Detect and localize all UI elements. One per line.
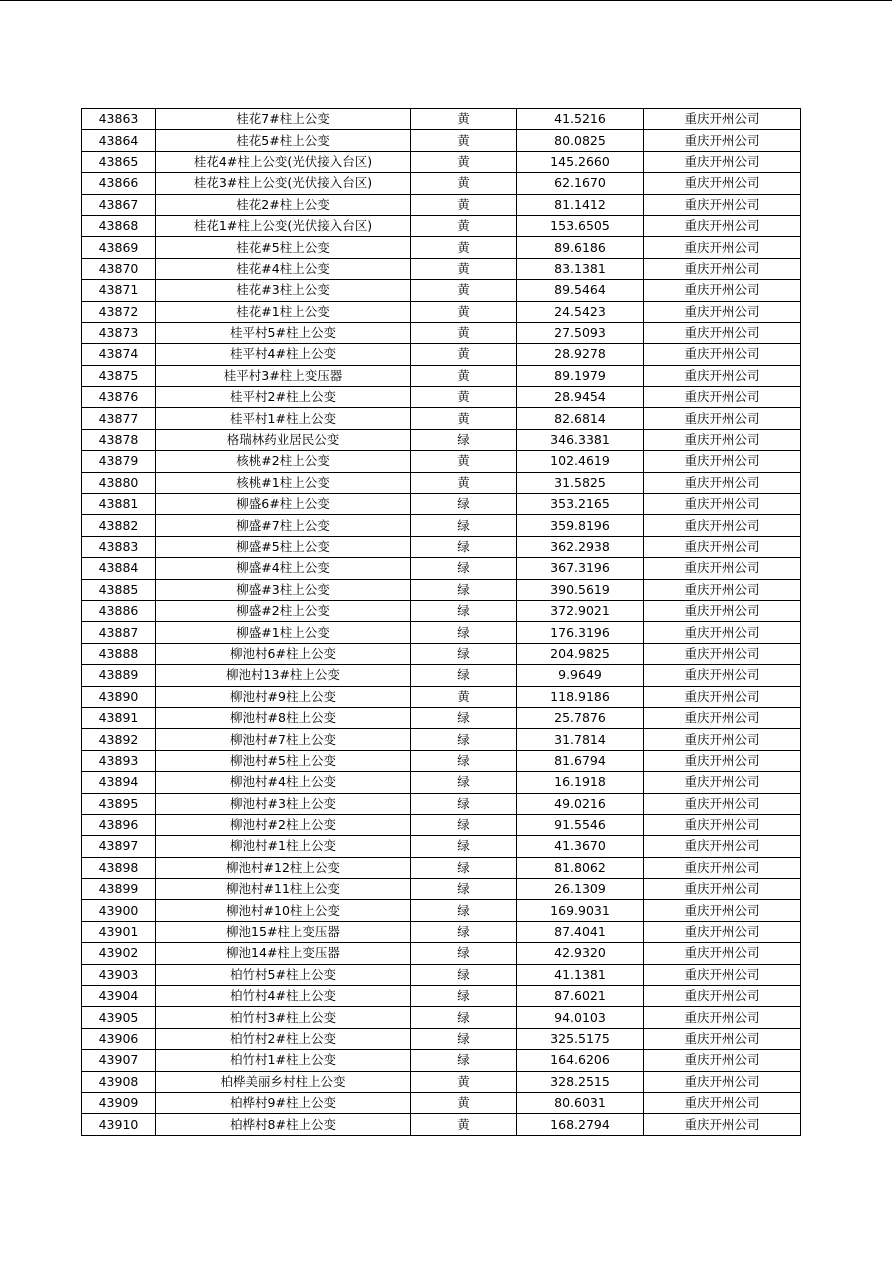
table-row (82, 750, 801, 771)
row-id-cell: 43868 (82, 215, 156, 236)
company-cell: 重庆开州公司 (644, 964, 801, 985)
company-cell: 重庆开州公司 (644, 707, 801, 728)
company-cell: 重庆开州公司 (644, 408, 801, 429)
table-row (82, 130, 801, 151)
table-row (82, 387, 801, 408)
row-id-cell: 43884 (82, 558, 156, 579)
status-level-cell: 黄 (411, 258, 517, 279)
transformer-table (81, 108, 801, 1136)
transformer-name-cell: 桂平村3#柱上变压器 (156, 365, 411, 386)
row-id-cell: 43898 (82, 857, 156, 878)
status-level-cell: 绿 (411, 600, 517, 621)
row-id-cell: 43900 (82, 900, 156, 921)
status-level-cell: 绿 (411, 579, 517, 600)
capacity-value-cell: 153.6505 (517, 215, 644, 236)
capacity-value-cell: 346.3381 (517, 429, 644, 450)
status-level-cell: 绿 (411, 729, 517, 750)
company-cell: 重庆开州公司 (644, 1092, 801, 1113)
status-level-cell: 绿 (411, 707, 517, 728)
row-id-cell: 43888 (82, 643, 156, 664)
transformer-name-cell: 格瑞林药业居民公变 (156, 429, 411, 450)
status-level-cell: 绿 (411, 429, 517, 450)
capacity-value-cell: 62.1670 (517, 173, 644, 194)
table-row (82, 194, 801, 215)
table-row (82, 558, 801, 579)
transformer-name-cell: 桂花#3柱上公变 (156, 280, 411, 301)
capacity-value-cell: 26.1309 (517, 879, 644, 900)
table-row (82, 793, 801, 814)
capacity-value-cell: 362.2938 (517, 536, 644, 557)
table-row (82, 472, 801, 493)
table-row (82, 857, 801, 878)
row-id-cell: 43885 (82, 579, 156, 600)
transformer-name-cell: 柳盛#4柱上公变 (156, 558, 411, 579)
status-level-cell: 黄 (411, 109, 517, 130)
company-cell: 重庆开州公司 (644, 643, 801, 664)
capacity-value-cell: 24.5423 (517, 301, 644, 322)
company-cell: 重庆开州公司 (644, 600, 801, 621)
status-level-cell: 黄 (411, 194, 517, 215)
company-cell: 重庆开州公司 (644, 1028, 801, 1049)
capacity-value-cell: 390.5619 (517, 579, 644, 600)
transformer-name-cell: 桂平村5#柱上公变 (156, 322, 411, 343)
row-id-cell: 43879 (82, 451, 156, 472)
capacity-value-cell: 367.3196 (517, 558, 644, 579)
capacity-value-cell: 80.6031 (517, 1092, 644, 1113)
capacity-value-cell: 49.0216 (517, 793, 644, 814)
company-cell: 重庆开州公司 (644, 986, 801, 1007)
row-id-cell: 43877 (82, 408, 156, 429)
row-id-cell: 43904 (82, 986, 156, 1007)
status-level-cell: 绿 (411, 665, 517, 686)
capacity-value-cell: 325.5175 (517, 1028, 644, 1049)
capacity-value-cell: 81.6794 (517, 750, 644, 771)
table-row (82, 814, 801, 835)
transformer-name-cell: 桂花3#柱上公变(光伏接入台区) (156, 173, 411, 194)
row-id-cell: 43894 (82, 772, 156, 793)
transformer-name-cell: 柳池村#2柱上公变 (156, 814, 411, 835)
status-level-cell: 绿 (411, 793, 517, 814)
row-id-cell: 43895 (82, 793, 156, 814)
table-row (82, 109, 801, 130)
transformer-name-cell: 桂花#5柱上公变 (156, 237, 411, 258)
transformer-name-cell: 柳盛#1柱上公变 (156, 622, 411, 643)
row-id-cell: 43909 (82, 1092, 156, 1113)
status-level-cell: 绿 (411, 964, 517, 985)
page-top-border (0, 0, 892, 1)
row-id-cell: 43908 (82, 1071, 156, 1092)
status-level-cell: 绿 (411, 772, 517, 793)
capacity-value-cell: 27.5093 (517, 322, 644, 343)
table-row (82, 879, 801, 900)
company-cell: 重庆开州公司 (644, 536, 801, 557)
capacity-value-cell: 80.0825 (517, 130, 644, 151)
table-row (82, 237, 801, 258)
transformer-name-cell: 柳池村#9柱上公变 (156, 686, 411, 707)
company-cell: 重庆开州公司 (644, 943, 801, 964)
status-level-cell: 绿 (411, 921, 517, 942)
company-cell: 重庆开州公司 (644, 194, 801, 215)
row-id-cell: 43899 (82, 879, 156, 900)
status-level-cell: 绿 (411, 536, 517, 557)
status-level-cell: 黄 (411, 215, 517, 236)
capacity-value-cell: 41.3670 (517, 836, 644, 857)
transformer-name-cell: 柳池村#12柱上公变 (156, 857, 411, 878)
transformer-name-cell: 柳盛#7柱上公变 (156, 515, 411, 536)
table-row (82, 215, 801, 236)
row-id-cell: 43905 (82, 1007, 156, 1028)
table-row (82, 1071, 801, 1092)
company-cell: 重庆开州公司 (644, 301, 801, 322)
transformer-name-cell: 柏桦美丽乡村柱上公变 (156, 1071, 411, 1092)
row-id-cell: 43875 (82, 365, 156, 386)
company-cell: 重庆开州公司 (644, 109, 801, 130)
status-level-cell: 黄 (411, 151, 517, 172)
status-level-cell: 黄 (411, 173, 517, 194)
capacity-value-cell: 83.1381 (517, 258, 644, 279)
row-id-cell: 43878 (82, 429, 156, 450)
table-row (82, 301, 801, 322)
company-cell: 重庆开州公司 (644, 215, 801, 236)
capacity-value-cell: 91.5546 (517, 814, 644, 835)
transformer-name-cell: 柳盛#2柱上公变 (156, 600, 411, 621)
transformer-name-cell: 柳池村13#柱上公变 (156, 665, 411, 686)
table-row (82, 643, 801, 664)
company-cell: 重庆开州公司 (644, 1071, 801, 1092)
transformer-name-cell: 柳盛#3柱上公变 (156, 579, 411, 600)
row-id-cell: 43867 (82, 194, 156, 215)
company-cell: 重庆开州公司 (644, 515, 801, 536)
row-id-cell: 43902 (82, 943, 156, 964)
capacity-value-cell: 82.6814 (517, 408, 644, 429)
capacity-value-cell: 353.2165 (517, 494, 644, 515)
company-cell: 重庆开州公司 (644, 1050, 801, 1071)
capacity-value-cell: 41.1381 (517, 964, 644, 985)
company-cell: 重庆开州公司 (644, 365, 801, 386)
table-row (82, 258, 801, 279)
capacity-value-cell: 25.7876 (517, 707, 644, 728)
row-id-cell: 43866 (82, 173, 156, 194)
company-cell: 重庆开州公司 (644, 258, 801, 279)
row-id-cell: 43896 (82, 814, 156, 835)
capacity-value-cell: 9.9649 (517, 665, 644, 686)
table-row (82, 707, 801, 728)
transformer-name-cell: 柳池村#1柱上公变 (156, 836, 411, 857)
status-level-cell: 黄 (411, 451, 517, 472)
capacity-value-cell: 102.4619 (517, 451, 644, 472)
row-id-cell: 43897 (82, 836, 156, 857)
transformer-name-cell: 柏竹村4#柱上公变 (156, 986, 411, 1007)
row-id-cell: 43882 (82, 515, 156, 536)
table-row (82, 1092, 801, 1113)
transformer-name-cell: 柳池村#7柱上公变 (156, 729, 411, 750)
transformer-name-cell: 桂花5#柱上公变 (156, 130, 411, 151)
row-id-cell: 43887 (82, 622, 156, 643)
row-id-cell: 43889 (82, 665, 156, 686)
table-row (82, 494, 801, 515)
status-level-cell: 绿 (411, 643, 517, 664)
capacity-value-cell: 176.3196 (517, 622, 644, 643)
transformer-name-cell: 桂花4#柱上公变(光伏接入台区) (156, 151, 411, 172)
status-level-cell: 绿 (411, 750, 517, 771)
capacity-value-cell: 28.9454 (517, 387, 644, 408)
status-level-cell: 黄 (411, 472, 517, 493)
transformer-name-cell: 柏竹村2#柱上公变 (156, 1028, 411, 1049)
capacity-value-cell: 31.5825 (517, 472, 644, 493)
table-row (82, 772, 801, 793)
capacity-value-cell: 328.2515 (517, 1071, 644, 1092)
company-cell: 重庆开州公司 (644, 130, 801, 151)
company-cell: 重庆开州公司 (644, 921, 801, 942)
company-cell: 重庆开州公司 (644, 665, 801, 686)
table-row (82, 836, 801, 857)
row-id-cell: 43891 (82, 707, 156, 728)
table-row (82, 151, 801, 172)
transformer-name-cell: 柏竹村5#柱上公变 (156, 964, 411, 985)
table-row (82, 1050, 801, 1071)
row-id-cell: 43876 (82, 387, 156, 408)
row-id-cell: 43890 (82, 686, 156, 707)
company-cell: 重庆开州公司 (644, 429, 801, 450)
company-cell: 重庆开州公司 (644, 814, 801, 835)
table-row (82, 536, 801, 557)
table-row (82, 1028, 801, 1049)
table-row (82, 579, 801, 600)
row-id-cell: 43869 (82, 237, 156, 258)
company-cell: 重庆开州公司 (644, 237, 801, 258)
transformer-name-cell: 桂平村2#柱上公变 (156, 387, 411, 408)
transformer-name-cell: 桂花#4柱上公变 (156, 258, 411, 279)
status-level-cell: 黄 (411, 280, 517, 301)
transformer-name-cell: 桂花1#柱上公变(光伏接入台区) (156, 215, 411, 236)
capacity-value-cell: 89.5464 (517, 280, 644, 301)
company-cell: 重庆开州公司 (644, 1007, 801, 1028)
capacity-value-cell: 81.8062 (517, 857, 644, 878)
status-level-cell: 绿 (411, 1028, 517, 1049)
transformer-name-cell: 柳池14#柱上变压器 (156, 943, 411, 964)
row-id-cell: 43864 (82, 130, 156, 151)
capacity-value-cell: 164.6206 (517, 1050, 644, 1071)
status-level-cell: 绿 (411, 879, 517, 900)
row-id-cell: 43873 (82, 322, 156, 343)
status-level-cell: 黄 (411, 1092, 517, 1113)
table-row (82, 964, 801, 985)
table-row (82, 515, 801, 536)
row-id-cell: 43893 (82, 750, 156, 771)
row-id-cell: 43910 (82, 1114, 156, 1135)
transformer-name-cell: 柳盛#5柱上公变 (156, 536, 411, 557)
transformer-name-cell: 柏竹村1#柱上公变 (156, 1050, 411, 1071)
capacity-value-cell: 87.4041 (517, 921, 644, 942)
company-cell: 重庆开州公司 (644, 558, 801, 579)
table-row (82, 280, 801, 301)
status-level-cell: 黄 (411, 344, 517, 365)
table-row (82, 665, 801, 686)
status-level-cell: 绿 (411, 943, 517, 964)
status-level-cell: 绿 (411, 558, 517, 579)
status-level-cell: 黄 (411, 1114, 517, 1135)
table-row (82, 921, 801, 942)
status-level-cell: 黄 (411, 686, 517, 707)
status-level-cell: 绿 (411, 1007, 517, 1028)
capacity-value-cell: 41.5216 (517, 109, 644, 130)
capacity-value-cell: 28.9278 (517, 344, 644, 365)
table-row (82, 322, 801, 343)
company-cell: 重庆开州公司 (644, 857, 801, 878)
table-row (82, 600, 801, 621)
transformer-name-cell: 柳池15#柱上变压器 (156, 921, 411, 942)
transformer-name-cell: 柳盛6#柱上公变 (156, 494, 411, 515)
status-level-cell: 绿 (411, 986, 517, 1007)
status-level-cell: 绿 (411, 900, 517, 921)
table-row (82, 344, 801, 365)
row-id-cell: 43874 (82, 344, 156, 365)
table-row (82, 1114, 801, 1135)
transformer-name-cell: 核桃#2柱上公变 (156, 451, 411, 472)
table-row (82, 943, 801, 964)
company-cell: 重庆开州公司 (644, 579, 801, 600)
table-row (82, 686, 801, 707)
transformer-name-cell: 柳池村#8柱上公变 (156, 707, 411, 728)
table-row (82, 365, 801, 386)
company-cell: 重庆开州公司 (644, 451, 801, 472)
company-cell: 重庆开州公司 (644, 494, 801, 515)
capacity-value-cell: 31.7814 (517, 729, 644, 750)
company-cell: 重庆开州公司 (644, 836, 801, 857)
table-row (82, 1007, 801, 1028)
table-row (82, 173, 801, 194)
row-id-cell: 43863 (82, 109, 156, 130)
status-level-cell: 绿 (411, 1050, 517, 1071)
capacity-value-cell: 81.1412 (517, 194, 644, 215)
row-id-cell: 43886 (82, 600, 156, 621)
table-row (82, 622, 801, 643)
row-id-cell: 43892 (82, 729, 156, 750)
company-cell: 重庆开州公司 (644, 387, 801, 408)
status-level-cell: 黄 (411, 301, 517, 322)
transformer-name-cell: 柏桦村8#柱上公变 (156, 1114, 411, 1135)
status-level-cell: 绿 (411, 857, 517, 878)
transformer-name-cell: 桂平村4#柱上公变 (156, 344, 411, 365)
transformer-name-cell: 柳池村#11柱上公变 (156, 879, 411, 900)
transformer-name-cell: 桂花7#柱上公变 (156, 109, 411, 130)
capacity-value-cell: 145.2660 (517, 151, 644, 172)
capacity-value-cell: 16.1918 (517, 772, 644, 793)
transformer-name-cell: 柳池村#5柱上公变 (156, 750, 411, 771)
row-id-cell: 43880 (82, 472, 156, 493)
company-cell: 重庆开州公司 (644, 280, 801, 301)
company-cell: 重庆开州公司 (644, 793, 801, 814)
transformer-name-cell: 柳池村#10柱上公变 (156, 900, 411, 921)
status-level-cell: 黄 (411, 130, 517, 151)
company-cell: 重庆开州公司 (644, 151, 801, 172)
capacity-value-cell: 89.1979 (517, 365, 644, 386)
capacity-value-cell: 89.6186 (517, 237, 644, 258)
company-cell: 重庆开州公司 (644, 1114, 801, 1135)
company-cell: 重庆开州公司 (644, 322, 801, 343)
transformer-name-cell: 核桃#1柱上公变 (156, 472, 411, 493)
table-row (82, 900, 801, 921)
status-level-cell: 黄 (411, 1071, 517, 1092)
company-cell: 重庆开州公司 (644, 900, 801, 921)
capacity-value-cell: 204.9825 (517, 643, 644, 664)
row-id-cell: 43881 (82, 494, 156, 515)
company-cell: 重庆开州公司 (644, 173, 801, 194)
status-level-cell: 绿 (411, 836, 517, 857)
company-cell: 重庆开州公司 (644, 622, 801, 643)
transformer-name-cell: 柏桦村9#柱上公变 (156, 1092, 411, 1113)
status-level-cell: 绿 (411, 814, 517, 835)
company-cell: 重庆开州公司 (644, 729, 801, 750)
company-cell: 重庆开州公司 (644, 879, 801, 900)
row-id-cell: 43903 (82, 964, 156, 985)
capacity-value-cell: 94.0103 (517, 1007, 644, 1028)
status-level-cell: 绿 (411, 515, 517, 536)
status-level-cell: 绿 (411, 622, 517, 643)
transformer-name-cell: 柳池村#3柱上公变 (156, 793, 411, 814)
row-id-cell: 43870 (82, 258, 156, 279)
row-id-cell: 43871 (82, 280, 156, 301)
row-id-cell: 43872 (82, 301, 156, 322)
table-row (82, 986, 801, 1007)
table-row (82, 729, 801, 750)
table-body (82, 109, 801, 1136)
capacity-value-cell: 42.9320 (517, 943, 644, 964)
status-level-cell: 黄 (411, 322, 517, 343)
capacity-value-cell: 118.9186 (517, 686, 644, 707)
row-id-cell: 43906 (82, 1028, 156, 1049)
row-id-cell: 43901 (82, 921, 156, 942)
capacity-value-cell: 87.6021 (517, 986, 644, 1007)
company-cell: 重庆开州公司 (644, 772, 801, 793)
transformer-name-cell: 柳池村6#柱上公变 (156, 643, 411, 664)
status-level-cell: 绿 (411, 494, 517, 515)
table-row (82, 429, 801, 450)
capacity-value-cell: 359.8196 (517, 515, 644, 536)
transformer-name-cell: 桂平村1#柱上公变 (156, 408, 411, 429)
capacity-value-cell: 168.2794 (517, 1114, 644, 1135)
row-id-cell: 43907 (82, 1050, 156, 1071)
status-level-cell: 黄 (411, 237, 517, 258)
company-cell: 重庆开州公司 (644, 750, 801, 771)
transformer-name-cell: 桂花#1柱上公变 (156, 301, 411, 322)
company-cell: 重庆开州公司 (644, 472, 801, 493)
status-level-cell: 黄 (411, 387, 517, 408)
capacity-value-cell: 372.9021 (517, 600, 644, 621)
transformer-name-cell: 柏竹村3#柱上公变 (156, 1007, 411, 1028)
status-level-cell: 黄 (411, 408, 517, 429)
capacity-value-cell: 169.9031 (517, 900, 644, 921)
transformer-name-cell: 桂花2#柱上公变 (156, 194, 411, 215)
company-cell: 重庆开州公司 (644, 344, 801, 365)
row-id-cell: 43865 (82, 151, 156, 172)
table-row (82, 408, 801, 429)
row-id-cell: 43883 (82, 536, 156, 557)
transformer-name-cell: 柳池村#4柱上公变 (156, 772, 411, 793)
status-level-cell: 黄 (411, 365, 517, 386)
company-cell: 重庆开州公司 (644, 686, 801, 707)
table-row (82, 451, 801, 472)
